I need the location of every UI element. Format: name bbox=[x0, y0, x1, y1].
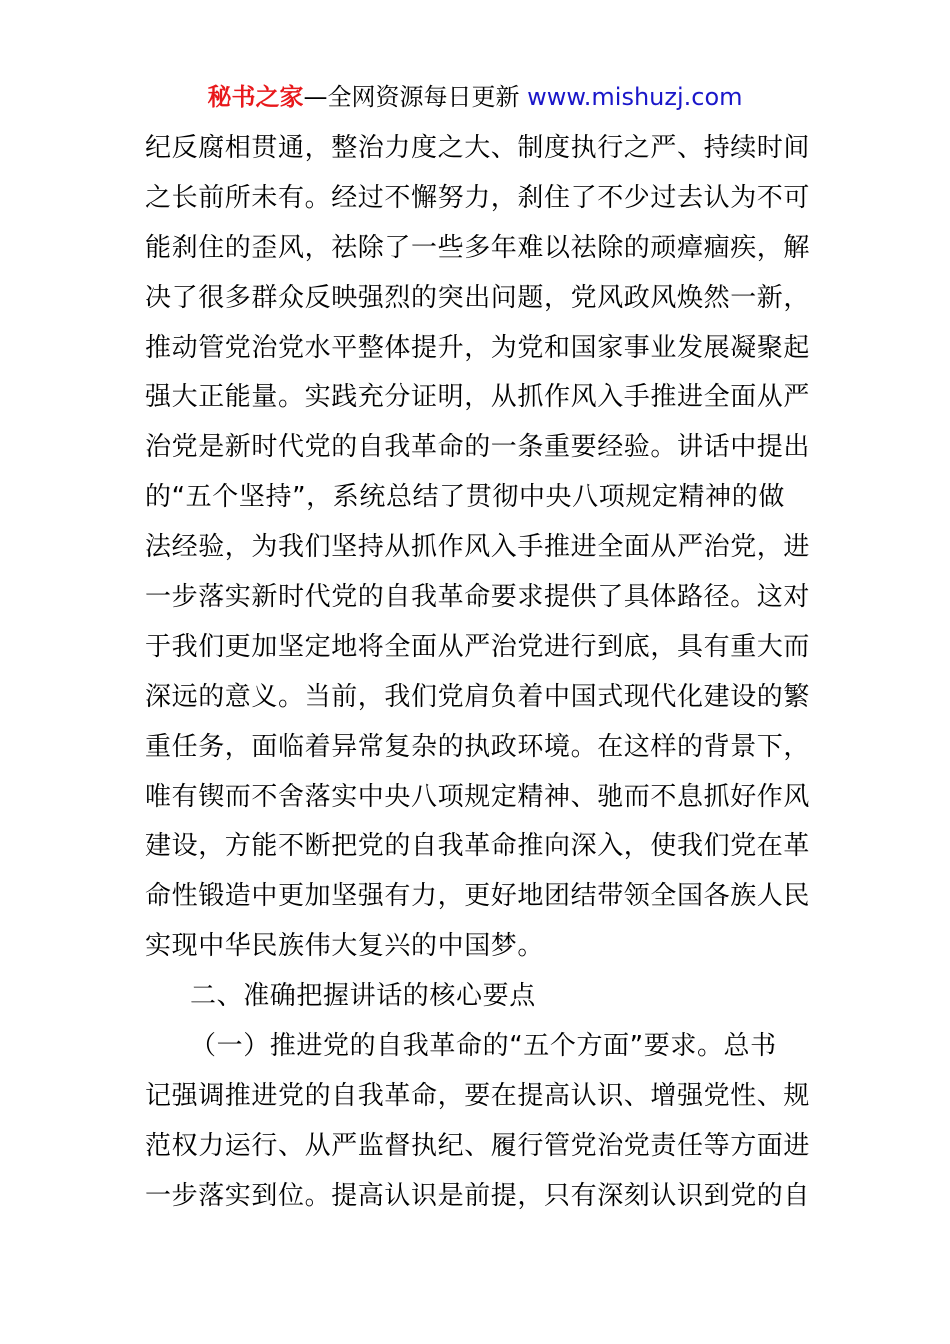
site-tagline: —全网资源每日更新 bbox=[303, 83, 528, 111]
body-line: 强大正能量。实践充分证明，从抓作风入手推进全面从严 bbox=[145, 382, 811, 413]
body-line: 决了很多群众反映强烈的突出问题，党风政风焕然一新， bbox=[145, 282, 811, 313]
section-heading: 二、准确把握讲话的核心要点 bbox=[190, 981, 536, 1012]
body-line: 之长前所未有。经过不懈努力，刹住了不少过去认为不可 bbox=[145, 182, 811, 213]
site-brand: 秘书之家 bbox=[207, 83, 304, 111]
body-line: 推动管党治党水平整体提升，为党和国家事业发展凝聚起 bbox=[145, 332, 811, 363]
body-line: 一步落实到位。提高认识是前提，只有深刻认识到党的自 bbox=[145, 1180, 811, 1211]
body-line: 重任务，面临着异常复杂的执政环境。在这样的背景下， bbox=[145, 731, 811, 762]
body-line: 的“五个坚持”，系统总结了贯彻中央八项规定精神的做 bbox=[145, 482, 785, 513]
body-line: 范权力运行、从严监督执纪、履行管党治党责任等方面进 bbox=[145, 1130, 811, 1161]
document-body bbox=[145, 124, 810, 1222]
body-line: 法经验，为我们坚持从抓作风入手推进全面从严治党，进 bbox=[145, 532, 811, 563]
site-url[interactable]: www.mishuzj.com bbox=[527, 83, 743, 111]
body-line: 实现中华民族伟大复兴的中国梦。 bbox=[145, 931, 545, 962]
body-line: 纪反腐相贯通，整治力度之大、制度执行之严、持续时间 bbox=[145, 133, 811, 163]
body-line: 命性锻造中更加坚强有力，更好地团结带领全国各族人民 bbox=[145, 881, 811, 912]
body-line: 能刹住的歪风，祛除了一些多年难以祛除的顽瘴痼疾，解 bbox=[145, 232, 811, 263]
body-line: 记强调推进党的自我革命，要在提高认识、增强党性、规 bbox=[145, 1080, 811, 1111]
body-line: 治党是新时代党的自我革命的一条重要经验。讲话中提出 bbox=[145, 432, 811, 463]
body-line: 建设，方能不断把党的自我革命推向深入，使我们党在革 bbox=[145, 831, 811, 862]
subsection-heading-line: （一）推进党的自我革命的“五个方面”要求。总书 bbox=[190, 1031, 777, 1062]
site-header bbox=[0, 80, 950, 114]
body-line: 一步落实新时代党的自我革命要求提供了具体路径。这对 bbox=[145, 582, 811, 613]
body-line: 于我们更加坚定地将全面从严治党进行到底，具有重大而 bbox=[145, 631, 811, 662]
body-line: 深远的意义。当前，我们党肩负着中国式现代化建设的繁 bbox=[145, 681, 811, 712]
body-line: 唯有锲而不舍落实中央八项规定精神、驰而不息抓好作风 bbox=[145, 781, 811, 812]
